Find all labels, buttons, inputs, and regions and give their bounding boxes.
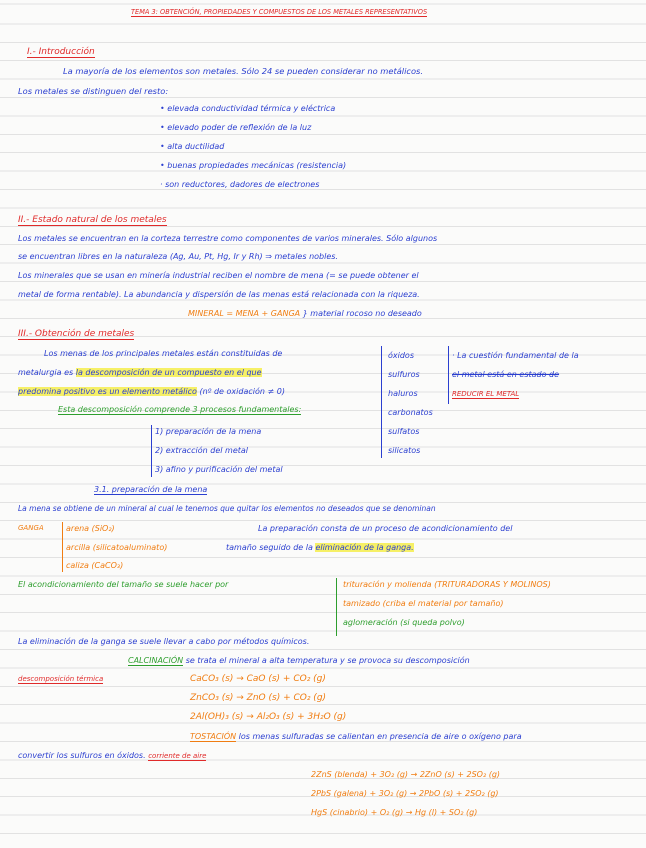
s31-line-6: convertir los sulfuros en óxidos. corriente de aire	[18, 751, 207, 760]
ganga-item: arcilla (silicatoaluminato)	[66, 543, 168, 552]
calcination-eq: ZnCO₃ (s) → ZnO (s) + CO₂ (g)	[190, 693, 327, 703]
s31-line-4: El acondicionamiento del tamaño se suele hacer por	[18, 580, 229, 589]
ganga-label: GANGA	[18, 524, 44, 532]
tostation-line: TOSTACIÓN los menas sulfuradas se calientan en presencia de aire o oxígeno para	[190, 732, 522, 741]
methods-divider	[336, 578, 337, 636]
tostation-eq: HgS (cinabrio) + O₂ (g) → Hg (l) + SO₂ (g)	[311, 808, 478, 817]
bullet-item: • buenas propiedades mecánicas (resistencia)	[160, 161, 347, 170]
ganga-item: caliza (CaCO₃)	[66, 561, 124, 570]
section-1-heading: I.- Introducción	[27, 47, 95, 57]
s1-line-1: La mayoría de los elementos son metales. Sólo 24 se pueden considerar no metálicos.	[63, 66, 424, 76]
s31-line-2: La preparación consta de un proceso de acondicionamiento del	[258, 524, 513, 533]
section-2-heading: II.- Estado natural de los metales	[18, 215, 167, 225]
compound-item: sulfatos	[388, 427, 420, 436]
section-3-heading: III.- Obtención de metales	[18, 329, 135, 339]
side-note-3: REDUCIR EL METAL	[452, 390, 520, 398]
mineral-formula: MINERAL = MENA + GANGA } material rocoso no deseado	[188, 309, 422, 318]
side-note-1: · La cuestión fundamental de la	[452, 351, 579, 360]
ganga-item: arena (SiO₂)	[66, 524, 115, 533]
step-item: 2) extracción del metal	[155, 446, 249, 455]
tostation-eq: 2ZnS (blenda) + 3O₂ (g) → 2ZnO (s) + 2SO₂ (g)	[311, 770, 501, 779]
s3-para-3: predomina positivo es un elemento metálico (nº de oxidación ≠ 0)	[18, 387, 285, 396]
s3-para-2: metalurgia es la descomposición de un compuesto en el que	[18, 368, 262, 377]
step-item: 1) preparación de la mena	[155, 427, 262, 436]
s2-line-2: se encuentran libres en la naturaleza (Ag, Au, Pt, Hg, Ir y Rh) ⇒ metales nobles.	[18, 252, 338, 261]
calcination-eq: 2Al(OH)₃ (s) → Al₂O₃ (s) + 3H₂O (g)	[190, 712, 347, 722]
calcination-line: CALCINACIÓN se trata el mineral a alta temperatura y se provoca su descomposición	[128, 656, 470, 665]
list-divider-left	[381, 346, 382, 458]
method-item: trituración y molienda (TRITURADORAS Y MOLINOS)	[343, 580, 551, 589]
thermal-label: descomposición térmica	[18, 675, 104, 683]
compound-item: sulfuros	[388, 370, 420, 379]
step-item: 3) afino y purificación del metal	[155, 465, 283, 474]
ganga-brace	[62, 522, 63, 572]
bullet-item: • elevado poder de reflexión de la luz	[160, 123, 312, 132]
s1-line-2: Los metales se distinguen del resto:	[18, 86, 169, 96]
s31-line-5: La eliminación de la ganga se suele llevar a cabo por métodos químicos.	[18, 637, 310, 646]
s3-para-1: Los menas de los principales metales están constituidas de	[44, 349, 283, 358]
steps-brace	[151, 425, 152, 477]
compound-item: haluros	[388, 389, 418, 398]
bullet-item: · son reductores, dadores de electrones	[160, 180, 320, 189]
subsection-3-1-heading: 3.1. preparación de la mena	[94, 485, 208, 494]
s2-line-4: metal de forma rentable). La abundancia y dispersión de las menas está relacionada con la riqueza.	[18, 290, 420, 299]
s3-para-4: Esta descomposición comprende 3 procesos fundamentales:	[58, 405, 302, 414]
side-note-2: el metal está en estado de	[452, 370, 560, 379]
bullet-item: • alta ductilidad	[160, 142, 225, 151]
s2-line-1: Los metales se encuentran en la corteza terrestre como componentes de varios minerales. Sólo algunos	[18, 234, 438, 243]
compound-item: óxidos	[388, 351, 414, 360]
s31-line-3: tamaño seguido de la eliminación de la ganga.	[226, 543, 414, 552]
bullet-item: • elevada conductividad térmica y eléctrica	[160, 104, 336, 113]
compound-item: carbonatos	[388, 408, 433, 417]
compound-item: silicatos	[388, 446, 421, 455]
method-item: tamizado (criba el material por tamaño)	[343, 599, 504, 608]
list-divider-right	[448, 346, 449, 404]
page-title: TEMA 3: OBTENCIÓN, PROPIEDADES Y COMPUESTOS DE LOS METALES REPRESENTATIVOS	[131, 8, 428, 16]
method-item: aglomeración (si queda polvo)	[343, 618, 465, 627]
s2-line-3: Los minerales que se usan en minería industrial reciben el nombre de mena (= se puede obtener el	[18, 271, 419, 280]
s31-line-1: La mena se obtiene de un mineral al cual le tenemos que quitar los elementos no deseados que se denominan	[18, 504, 436, 513]
tostation-eq: 2PbS (galena) + 3O₂ (g) → 2PbO (s) + 2SO₂ (g)	[311, 789, 499, 798]
calcination-eq: CaCO₃ (s) → CaO (s) + CO₂ (g)	[190, 674, 326, 684]
